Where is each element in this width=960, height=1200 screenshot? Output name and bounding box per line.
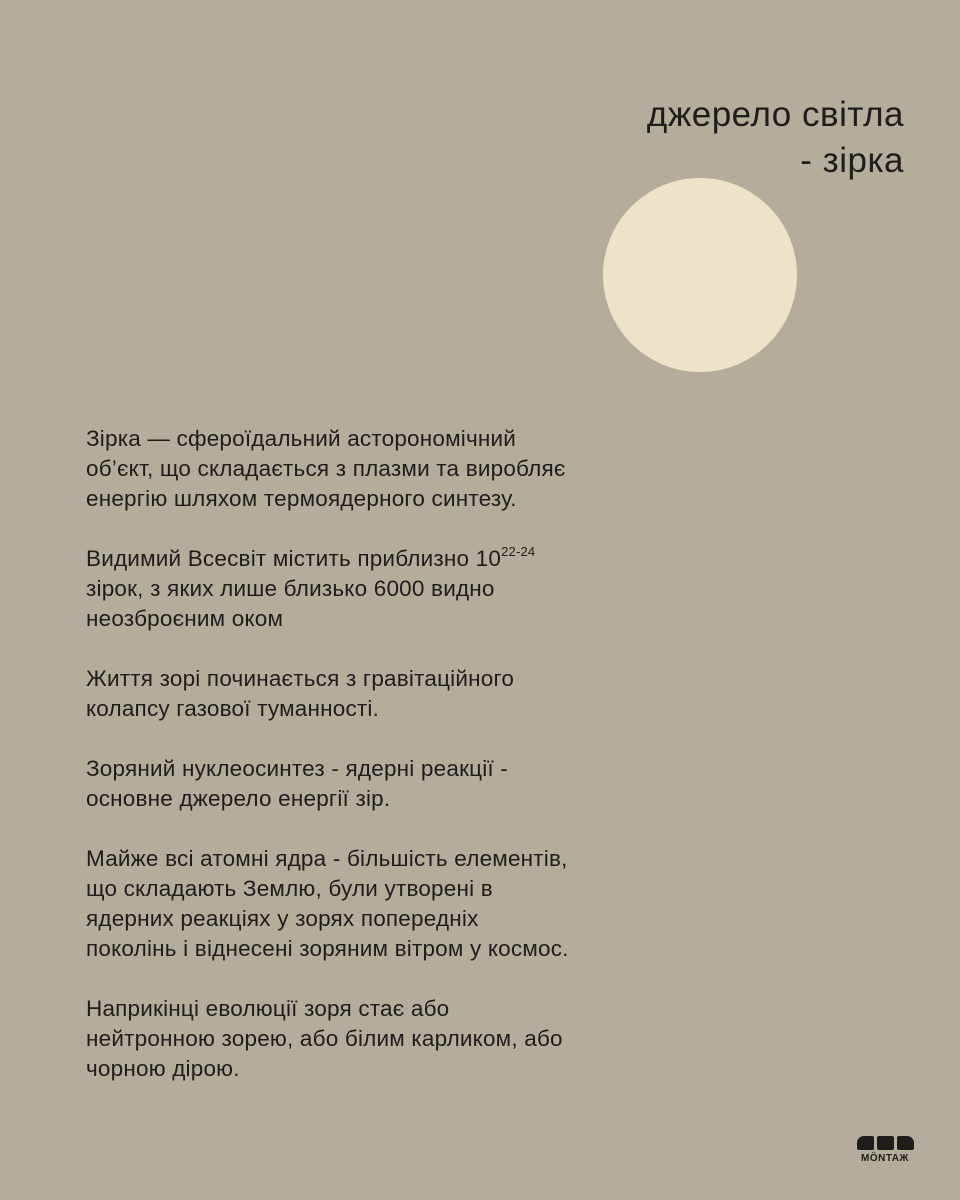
paragraph-star-count	[86, 544, 726, 634]
text-line: нейтронною зорею, або білим карликом, або	[86, 1026, 563, 1051]
exponent: 22-24	[501, 543, 536, 559]
text-line: Зоряний нуклеосинтез - ядерні реакції -	[86, 756, 508, 781]
text-line: Наприкінці еволюції зоря стає або	[86, 996, 450, 1021]
paragraph-nucleosynthesis	[86, 754, 726, 814]
title-line-1: джерело світла	[646, 95, 904, 134]
text-line: об’єкт, що складається з плазми та виробляє	[86, 456, 566, 481]
text-line: Життя зорі починається з гравітаційного	[86, 666, 515, 691]
paragraph-star-birth	[86, 664, 726, 724]
page-title	[647, 92, 904, 184]
text-line: чорною дірою.	[86, 1056, 240, 1081]
paragraph-definition	[86, 424, 726, 514]
title-line-2: - зірка	[800, 141, 904, 180]
text-line: колапсу газової туманності.	[86, 696, 380, 721]
text-line: енергію шляхом термоядерного синтезу.	[86, 486, 517, 511]
text-line: поколінь і віднесені зоряним вітром у космос.	[86, 936, 569, 961]
paragraph-evolution-end	[86, 994, 726, 1084]
text-line: зірок, з яких лише близько 6000 видно	[86, 576, 495, 601]
logo-mark-icon	[856, 1136, 914, 1150]
paragraph-elements	[86, 844, 726, 964]
text-line	[86, 544, 726, 574]
text-line: що складають Землю, були утворені в	[86, 876, 493, 901]
text-line: Зірка — сфероїдальний асторономічний	[86, 426, 517, 451]
text-line: ядерних реакціях у зорях попередніх	[86, 906, 479, 931]
star-circle-illustration	[603, 178, 797, 372]
article-body	[86, 424, 726, 1114]
brand-logo	[856, 1136, 914, 1164]
logo-text: MÖNTAЖ	[861, 1153, 909, 1164]
text-line: основне джерело енергії зір.	[86, 786, 391, 811]
text-line: Майже всі атомні ядра - більшість елементів,	[86, 846, 568, 871]
text-fragment: Видимий Всесвіт містить приблизно 10	[86, 546, 502, 571]
text-line: неозброєним оком	[86, 606, 284, 631]
